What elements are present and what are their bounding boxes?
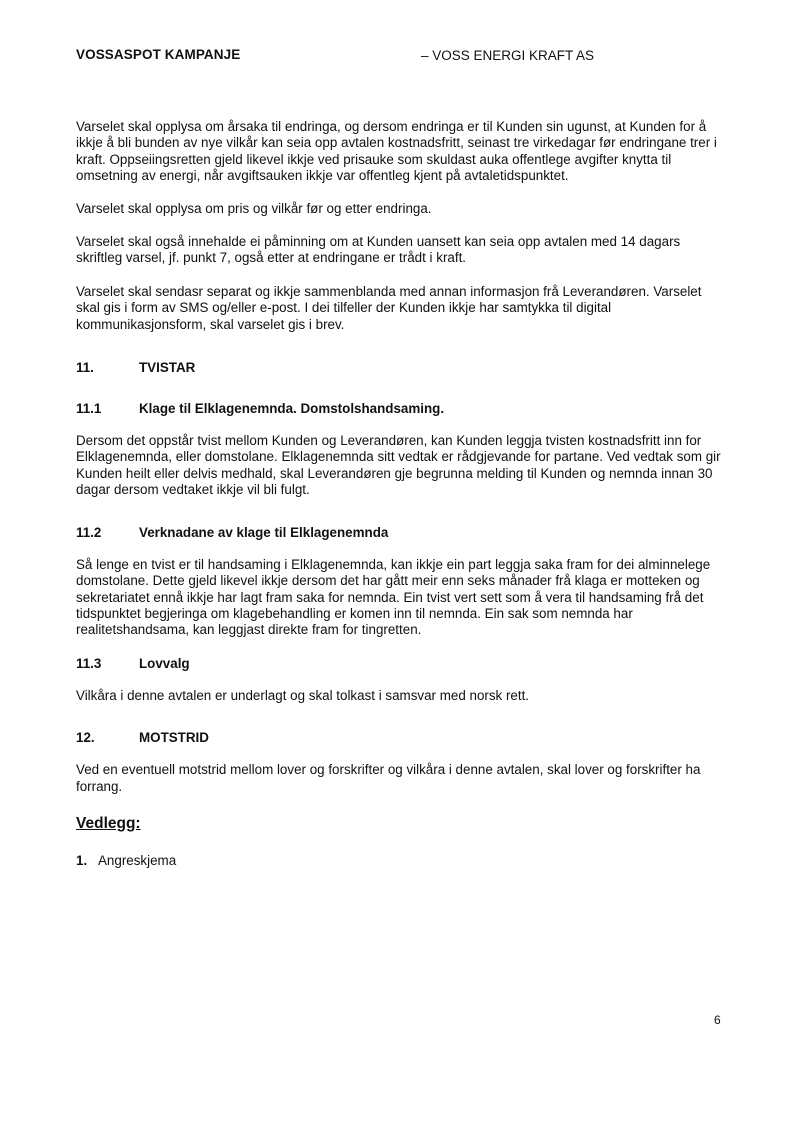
section-number: 11.1 — [76, 401, 102, 417]
attachment-number: 1. — [76, 853, 88, 869]
attachments-heading: Vedlegg: — [76, 814, 141, 832]
paragraph-notice-reason: Varselet skal opplysa om årsaka til endringa, og dersom endringa er til Kunden sin ugunst, at Kunden for å ikkje å bli bunden av nye vilkår kan seia opp avtalen kostnadsfritt, seinast tre virkedagar før endringane trer i kraft. Oppseiingsretten gjeld likevel ikkje ved prisauke som skuldast auka offentlege avgifter knytta til omsetning av energi, når avgiftsauken ikkje var offentleg kjent på avtaletidspunktet. — [76, 119, 717, 184]
section-number: 12. — [76, 730, 95, 746]
paragraph-notice-reminder: Varselet skal også innehalde ei påminning om at Kunden uansett kan seia opp avtalen med 14 dagars skriftleg varsel, jf. punkt 7, også etter at endringane er trådt i kraft. — [76, 234, 681, 266]
document-body — [76, 119, 726, 870]
paragraph-notice-price: Varselet skal opplysa om pris og vilkår før og etter endringa. — [76, 200, 432, 216]
section-title: TVISTAR — [139, 360, 196, 376]
section-heading-11 — [76, 360, 726, 377]
section-heading-11-1 — [76, 401, 726, 418]
section-text-11-1: Dersom det oppstår tvist mellom Kunden og Leverandøren, kan Kunden leggja tvisten kostnadsfritt inn for Elklagenemnda, eller domstolane. Elklagenemnda sitt vedtak er rådgjevande for partane. Ved vedtak som gir Kunden heilt eller delvis medhald, skal Leverandøren gje begrunna melding til Kunden og nemnda innan 30 dagar dersom vedtaket ikkje vil bli fulgt. — [76, 433, 721, 498]
section-text-11-3: Vilkåra i denne avtalen er underlagt og skal tolkast i samsvar med norsk rett. — [76, 687, 530, 703]
section-number: 11.3 — [76, 655, 102, 671]
attachment-label: Angreskjema — [98, 853, 177, 869]
section-title: Lovvalg — [139, 655, 190, 671]
section-number: 11.2 — [76, 524, 102, 540]
section-text-11-2: Så lenge en tvist er til handsaming i Elklagenemnda, kan ikkje ein part leggja saka fram for dei alminnelege domstolane. Dette gjeld likevel ikkje dersom det har gått meir enn seks månader frå klaga er motteken og sekretariatet ennå ikkje har lagt fram saka for nemnda. Ein tvist vert sett som å vera til handsaming frå det tidspunktet begjeringa om klagebehandling er komen inn til nemnda. Ein sak som nemnda har realitetshandsama, kan leggjast direkte fram for tingretten. — [76, 556, 711, 638]
section-heading-11-3 — [76, 656, 726, 673]
section-heading-12 — [76, 730, 726, 747]
section-text-12: Ved en eventuell motstrid mellom lover og forskrifter og vilkåra i denne avtalen, skal lover og forskrifter ha forrang. — [76, 762, 701, 794]
page-header — [76, 47, 724, 65]
paragraph-notice-delivery: Varselet skal sendasr separat og ikkje sammenblanda med annan informasjon frå Leverandøren. Varselet skal gis i form av SMS og/eller e-post. I dei tilfeller der Kunden ikkje har samtykka til digital kommunikasjonsform, skal varselet gis i brev. — [76, 283, 702, 332]
header-company-name: – VOSS ENERGI KRAFT AS — [421, 48, 595, 63]
section-heading-11-2 — [76, 525, 726, 542]
section-number: 11. — [76, 360, 94, 376]
section-title: Klage til Elklagenemnda. Domstolshandsaming. — [139, 401, 445, 417]
header-campaign-title: VOSSASPOT KAMPANJE — [76, 47, 241, 62]
attachment-item — [76, 853, 726, 870]
page-number: 6 — [714, 1013, 721, 1027]
section-title: MOTSTRID — [139, 730, 209, 746]
section-title: Verknadane av klage til Elklagenemnda — [139, 524, 389, 540]
